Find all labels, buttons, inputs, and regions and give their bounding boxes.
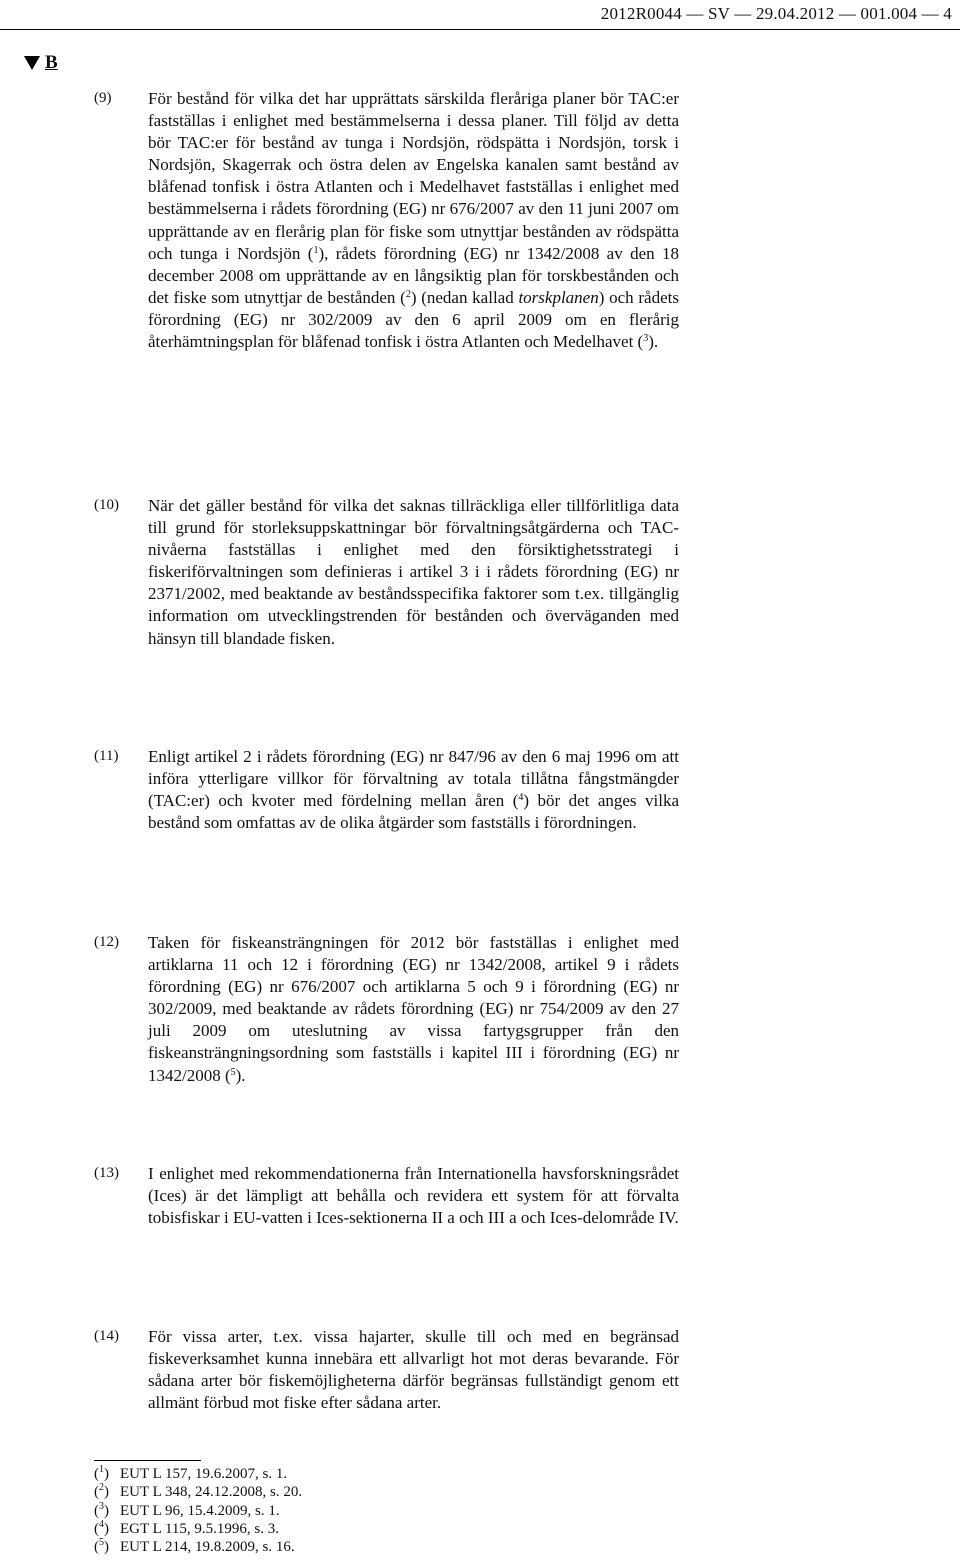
- triangle-down-icon: [24, 56, 40, 70]
- recital-number: (12): [94, 934, 119, 950]
- footnote-ref: 2: [405, 288, 411, 300]
- recital-number: (10): [94, 497, 119, 513]
- footnote-ref: 1: [313, 244, 319, 256]
- footnote-ref: 4: [518, 792, 524, 804]
- footnotes: [94, 1465, 302, 1556]
- footnote: ($^5$) EUT L 214, 19.8.2009, s. 16.: [94, 1537, 295, 1556]
- recital-text: För bestånd för vilka det har upprättats särskilda fleråriga planer bör TAC:er fastställas i enlighet med bestämmelserna i dessa planer. Till följd av detta bör TAC:er för bestånd av tunga i Nordsjön, rödspätta i Nordsjön, torsk i Nordsjön, Skagerrak och östra delen av Engelska kanalen samt bestånd av blåfenad tonfisk i östra Atlanten och i Medelhavet fastställas i enlighet med bestämmelserna i rådets förordning (EG) nr 676/2007 av den 11 juni 2007 om upprättande av en flerårig plan för fiske som utnyttjar bestånden av rödspätta och tunga i Nordsjön ($^1$), rådets förordning (EG) nr 1342/2008 av den 18 december 2008 om upprättande av en långsiktig plan för torskbestånden och det fiske som utnyttjar de bestånden ($^2$) (nedan kallad torskplanen) och rådets förordning (EG) nr 302/2009 av den 6 april 2009 om en flerårig återhämtningsplan för blåfenad tonfisk i östra Atlanten och Medelhavet ($^3$).: [148, 89, 680, 352]
- footnote: ($^3$) EUT L 96, 15.4.2009, s. 1.: [94, 1500, 280, 1519]
- amendment-marker: [24, 52, 58, 74]
- recital-text: När det gäller bestånd för vilka det saknas tillräckliga eller tillförlitliga data till grund för storleksuppskattningar bör förvaltningsåtgärderna och TAC-nivåerna fastställas i enlighet med den försiktighetsstrategi i fiskeriförvaltningen som definieras i artikel 3 i i rådets förordning (EG) nr 2371/2002, med beaktande av beståndsspecifika faktorer som t.ex. tillgänglig information om utvecklingstrenden för bestånden och överväganden med hänsyn till blandade fisken.: [148, 496, 679, 648]
- footnote-separator: [94, 1460, 201, 1461]
- footnote-number: 5: [99, 1537, 104, 1549]
- recital-number: (9): [94, 90, 112, 106]
- footnote-text: EUT L 348, 24.12.2008, s. 20.: [120, 1484, 303, 1501]
- emphasis-term: torskplanen: [518, 287, 599, 307]
- recital-number: (14): [94, 1328, 119, 1344]
- footnote-number: 1: [99, 1464, 104, 1475]
- recital-text: I enlighet med rekommendationerna från Internationella havsforskningsrådet (Ices) är det lämpligt att behålla och revidera ett system för att förvalta tobisfiskar i EU-vatten i Ices-sektionerna II a och III a och Ices-delområde IV.: [148, 1164, 679, 1228]
- footnote-text: EUT L 157, 19.6.2007, s. 1.: [120, 1466, 288, 1482]
- footnote-number: 2: [99, 1482, 104, 1494]
- footnote-number: 3: [99, 1500, 104, 1512]
- footnote: ($^2$) EUT L 348, 24.12.2008, s. 20.: [94, 1482, 303, 1501]
- footnote: ($^1$) EUT L 157, 19.6.2007, s. 1.: [94, 1464, 288, 1482]
- recital-number: (13): [94, 1165, 119, 1181]
- recital-text: Enligt artikel 2 i rådets förordning (EG) nr 847/96 av den 6 maj 1996 om att införa ytterligare villkor för förvaltning av totala tillåtna fångstmängder (TAC:er) och kvoter med fördelning mellan åren ($^4$) bör det anges vilka bestånd som omfattas av de olika åtgärder som fastställs i förordningen.: [148, 747, 679, 833]
- page-header: [0, 0, 960, 30]
- recital-text: För vissa arter, t.ex. vissa hajarter, skulle till och med en begränsad fiskeverksamhet kunna innebära ett allvarligt hot mot deras bevarande. För sådana arter bör fiskemöjligheterna därför begränsas fullständigt genom ett allmänt förbud mot fiske efter sådana arter.: [148, 1327, 679, 1413]
- footnote: ($^4$) EGT L 115, 9.5.1996, s. 3.: [94, 1518, 280, 1537]
- footnote-text: EUT L 96, 15.4.2009, s. 1.: [120, 1502, 280, 1519]
- recital-number: (11): [94, 748, 119, 764]
- amendment-marker-letter: B: [45, 52, 58, 73]
- footnote-ref: 3: [643, 333, 649, 345]
- footnote-text: EGT L 115, 9.5.1996, s. 3.: [120, 1520, 280, 1537]
- document-reference: 2012R0044 — SV — 29.04.2012 — 001.004 — 4: [600, 4, 952, 23]
- footnote-text: EUT L 214, 19.8.2009, s. 16.: [120, 1539, 295, 1556]
- recital-text: Taken för fiskeansträngningen för 2012 bör fastställas i enlighet med artiklarna 11 och 12 i förordning (EG) nr 1342/2008, artikel 9 i rådets förordning (EG) nr 676/2007 och artiklarna 5 och 9 i förordning (EG) nr 302/2009, med beaktande av rådets förordning (EG) nr 754/2009 av den 27 juli 2009 om uteslutning av vissa fartygsgrupper från den fiskeansträngningsordning som fastställs i kapitel III i förordning (EG) nr 1342/2008 ($^5$).: [148, 933, 679, 1085]
- footnote-number: 4: [99, 1518, 104, 1530]
- footnote-ref: 5: [230, 1066, 236, 1078]
